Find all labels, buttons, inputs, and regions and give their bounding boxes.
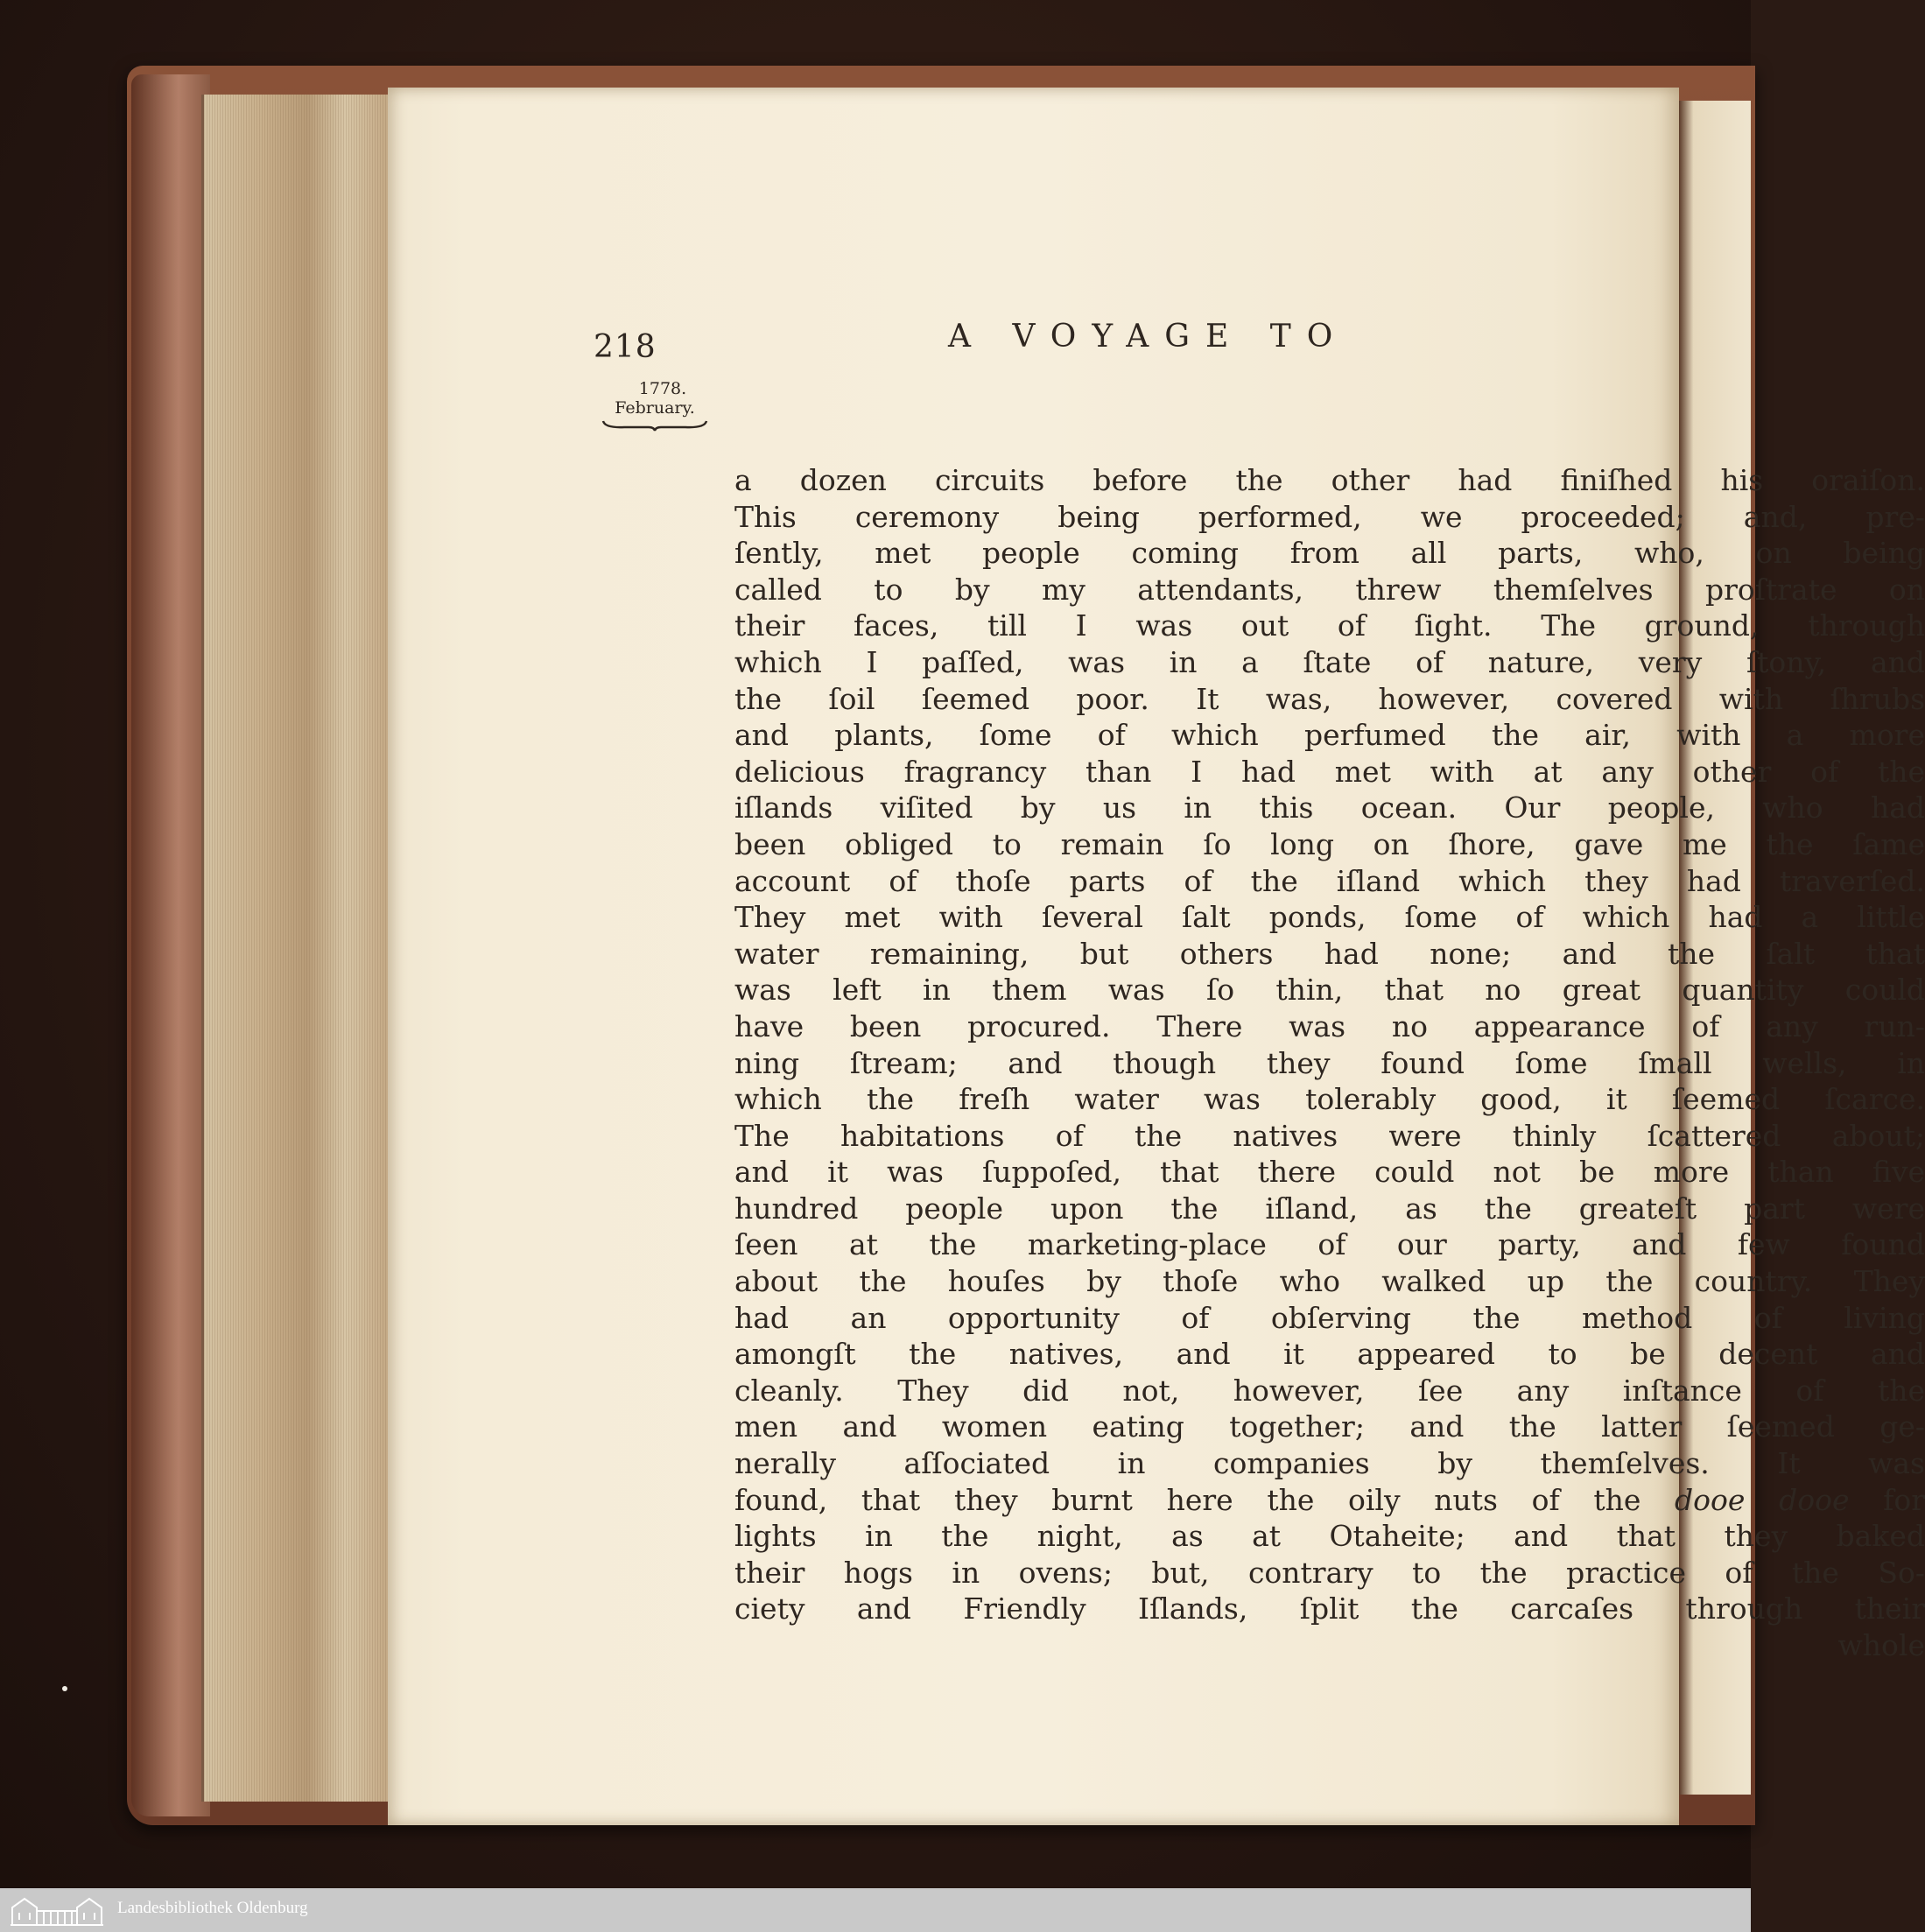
- page-edges: [201, 95, 392, 1802]
- brace-ornament: [598, 419, 712, 432]
- text-line: ciety and Friendly Iſlands, ſplit the carcaſes through their: [734, 1591, 1925, 1626]
- text-line: iſlands viſited by us in this ocean. Our people, who had: [734, 790, 1925, 825]
- text-line: men and women eating together; and the latter ſeemed ge-: [734, 1409, 1925, 1444]
- text-line: the ſoil ſeemed poor. It was, however, covered with ſhrubs: [734, 681, 1925, 716]
- text-line: lights in the night, as at Otaheite; and that they baked: [734, 1519, 1925, 1554]
- text-line: [734, 1482, 1925, 1519]
- text-line: cleanly. They did not, however, ſee any inſtance of the: [734, 1373, 1925, 1408]
- book-page: [388, 88, 1925, 1825]
- text-line: nerally aſſociated in companies by themſelves. It was: [734, 1446, 1925, 1481]
- marginal-year: 1778.: [638, 379, 687, 398]
- text-line: have been procured. There was no appearance of any run-: [734, 1008, 1925, 1043]
- footer-bar: [0, 1888, 1751, 1932]
- body-text: [734, 462, 1925, 1664]
- text-line: ſently, met people coming from all parts, who, on being: [734, 536, 1925, 571]
- text-line: account of thoſe parts of the iſland which they had traverſed.: [734, 863, 1925, 898]
- text-line: They met with ſeveral ſalt ponds, ſome of which had a little: [734, 900, 1925, 935]
- text-line: about the houſes by thoſe who walked up the country. They: [734, 1264, 1925, 1299]
- text-line: their hogs in ovens; but, contrary to the practice of the So-: [734, 1555, 1925, 1590]
- text-line: hundred people upon the iſland, as the greateſt part were: [734, 1191, 1925, 1226]
- dust-speck: [62, 1686, 67, 1691]
- text-line: ning ſtream; and though they found ſome ſmall wells, in: [734, 1045, 1925, 1080]
- text-line: was left in them was ſo thin, that no great quantity could: [734, 973, 1925, 1008]
- marginal-date-note: [598, 379, 712, 432]
- text-line: water remaining, but others had none; and the ſalt that: [734, 936, 1925, 971]
- library-name: Landesbibliothek Oldenburg: [117, 1899, 308, 1917]
- text-line: ſeen at the marketing-place of our party, and few found: [734, 1227, 1925, 1262]
- text-line: This ceremony being performed, we proceeded; and, pre-: [734, 499, 1925, 534]
- text-line: and it was ſuppoſed, that there could not be more than five: [734, 1155, 1925, 1190]
- text-fragment: for: [1849, 1482, 1925, 1517]
- page-number: 218: [594, 329, 657, 365]
- text-line: and plants, ſome of which perfumed the air, with a more: [734, 718, 1925, 753]
- text-line: The habitations of the natives were thinly ſcattered about;: [734, 1118, 1925, 1153]
- text-line: their faces, till I was out of ſight. The ground, through: [734, 608, 1925, 643]
- marginal-month: February.: [615, 398, 695, 418]
- text-line: a dozen circuits before the other had finiſhed his oraiſon.: [734, 463, 1925, 497]
- text-line: had an opportunity of obſerving the method of living: [734, 1300, 1925, 1335]
- running-head: [388, 317, 1679, 369]
- catchword: whole: [1837, 1628, 1925, 1662]
- text-line: called to by my attendants, threw themſelves proſtrate on: [734, 572, 1925, 607]
- library-building-logo: [9, 1893, 105, 1927]
- text-line: which I paſſed, was in a ſtate of nature, very ſtony, and: [734, 644, 1925, 679]
- running-title: A VOYAGE TO: [948, 319, 1349, 355]
- leather-cover-edge: [131, 74, 210, 1816]
- text-line: been obliged to remain ſo long on ſhore, gave me the ſame: [734, 826, 1925, 861]
- text-fragment: found, that they burnt here the oily nuts of the: [734, 1482, 1676, 1517]
- text-line: which the freſh water was tolerably good, it ſeemed ſcarce.: [734, 1082, 1925, 1117]
- text-line: amongſt the natives, and it appeared to be decent and: [734, 1337, 1925, 1372]
- italic-term: dooe dooe: [1675, 1482, 1850, 1517]
- text-line: delicious fragrancy than I had met with at any other of the: [734, 754, 1925, 789]
